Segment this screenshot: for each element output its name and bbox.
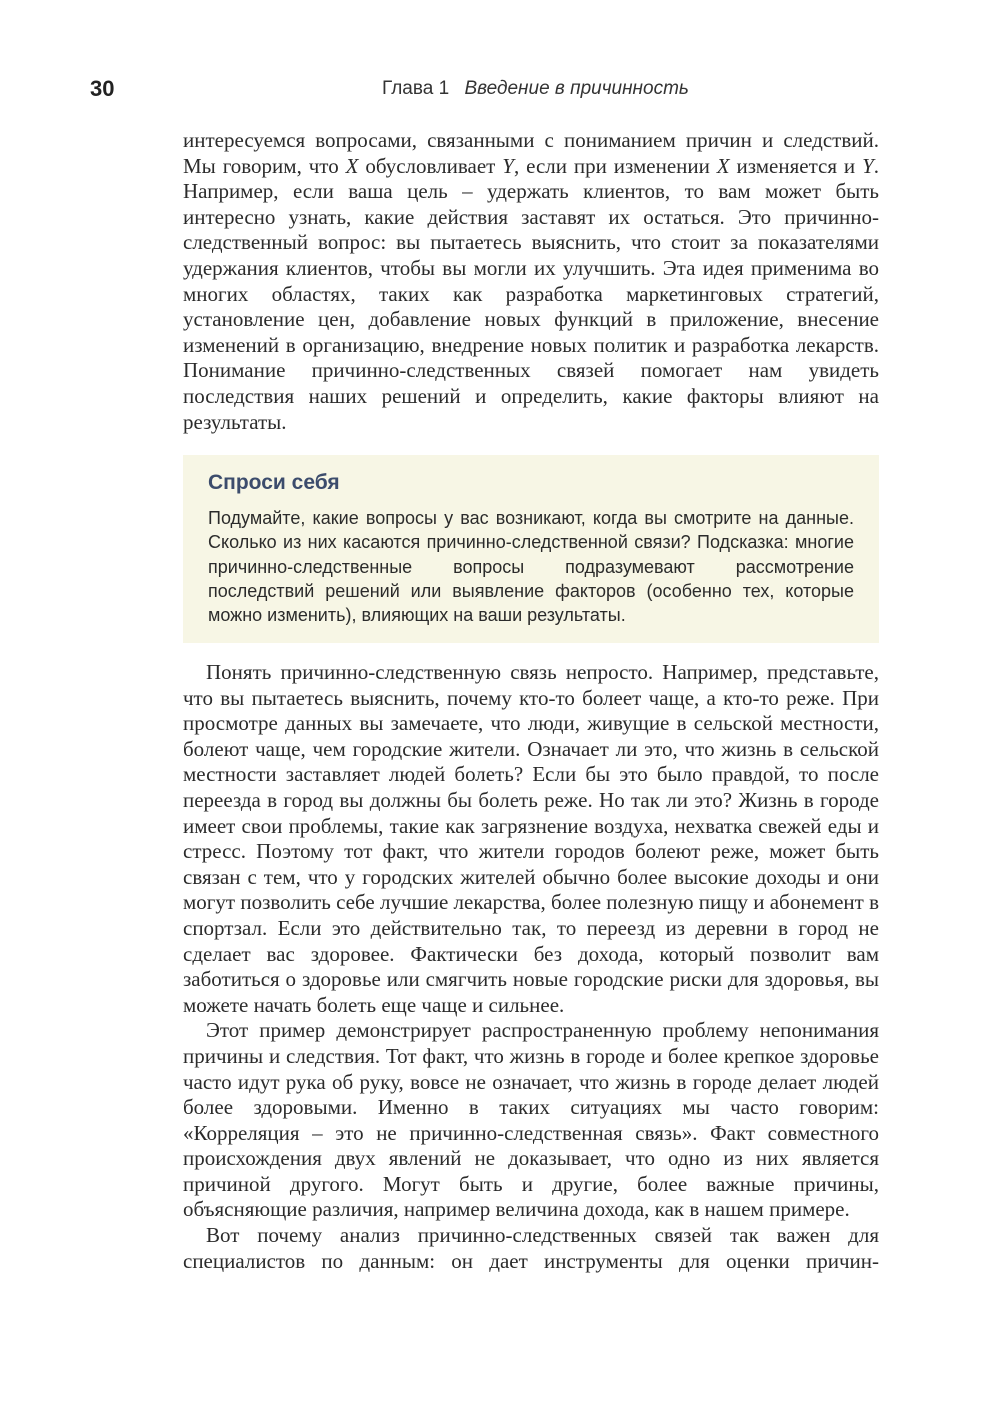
top-text-block <box>183 128 879 435</box>
bottom-text-block <box>183 660 879 1274</box>
running-head <box>382 78 689 100</box>
callout-title: Спроси себя <box>208 471 340 494</box>
paragraph: Вот почему анализ причинно-следственных связей так важен для специалистов по данным: он дает инструменты для оценки причин- <box>183 1223 879 1273</box>
page-number: 30 <box>90 76 115 101</box>
text-segment: изменяется и <box>729 153 863 178</box>
text-segment: интересуемся вопросами, связанными с пониманием причин и следствий. Мы говорим, что <box>183 128 879 178</box>
paragraph: Этот пример демонстрирует распространенную проблему непонимания причины и следствия. Тот факт, что жизнь в городе и более крепкое здоровье часто идут рука об руку, вовсе не означает, что жизнь в городе делает людей более здоровыми. Именно в таких ситуациях мы часто говорим: «Корреляция – это не причинно-следственная связь». Факт совместного происхождения двух явлений не доказывает, что одно из них является причиной другого. Могут быть и другие, более важные причины, объясняющие различия, например величина дохода, как в нашем примере. <box>183 1018 879 1222</box>
variable-y: Y <box>502 153 514 178</box>
text-segment: . Например, если ваша цель – удержать клиентов, то вам может быть интересно узнать, какие действия заставят их остаться. Это причинно-следственный вопрос: вы пытаетесь выяснить, что стоит за показателями удержания клиентов, чтобы вы могли их улучшить. Эта идея применима во многих областях, таких как разработка маркетинговых стратегий, установление цен, добавление новых функций в приложение, внесение изменений в организацию, внедрение новых политик и разработка лекарств. Понимание причинно-следственных связей помогает нам увидеть последствия наших решений и определить, какие факторы влияют на результаты. <box>183 153 879 434</box>
ask-yourself-box <box>183 455 879 643</box>
chapter-label: Глава 1 <box>382 78 450 99</box>
variable-x: X <box>716 153 730 178</box>
callout-text: Подумайте, какие вопросы у вас возникают, когда вы смотрите на данные. Сколько из них касаются причинно-следственной связи? Подсказка: многие причинно-следственные вопросы подразумевают рассмотрение последствий решений или выявление факторов (особенно тех, которые можно изменить), влияющих на ваши результаты. <box>208 508 854 626</box>
chapter-title: Введение в причинность <box>464 78 689 99</box>
paragraph <box>183 128 879 435</box>
variable-x: X <box>345 153 359 178</box>
text-segment: обусловливает <box>358 153 503 178</box>
paragraph: Понять причинно-следственную связь непросто. Например, представьте, что вы пытаетесь выяснить, почему кто-то болеет чаще, а кто-то реже. При просмотре данных вы замечаете, что люди, живущие в сельской местности, болеют чаще, чем городские жители. Означает ли это, что жизнь в сельской местности заставляет людей болеть? Если бы это было правдой, то после переезда в город вы должны бы болеть реже. Но так ли это? Жизнь в городе имеет свои проблемы, такие как загрязнение воздуха, нехватка свежей еды и стресс. Поэтому тот факт, что жители городов болеют реже, может быть связан с тем, что у городских жителей обычно более высокие доходы и они могут позволить себе лучшие лекарства, более полезную пищу и абонемент в спортзал. Если это действительно так, то переезд из деревни в город не сделает вас здоровее. Фактически без дохода, который позволит вам заботиться о здоровье или смягчить новые городские риски для здоровья, вы можете начать болеть еще чаще и сильнее. <box>183 660 879 1017</box>
text-segment: , если при изменении <box>513 153 717 178</box>
variable-y: Y <box>862 153 874 178</box>
